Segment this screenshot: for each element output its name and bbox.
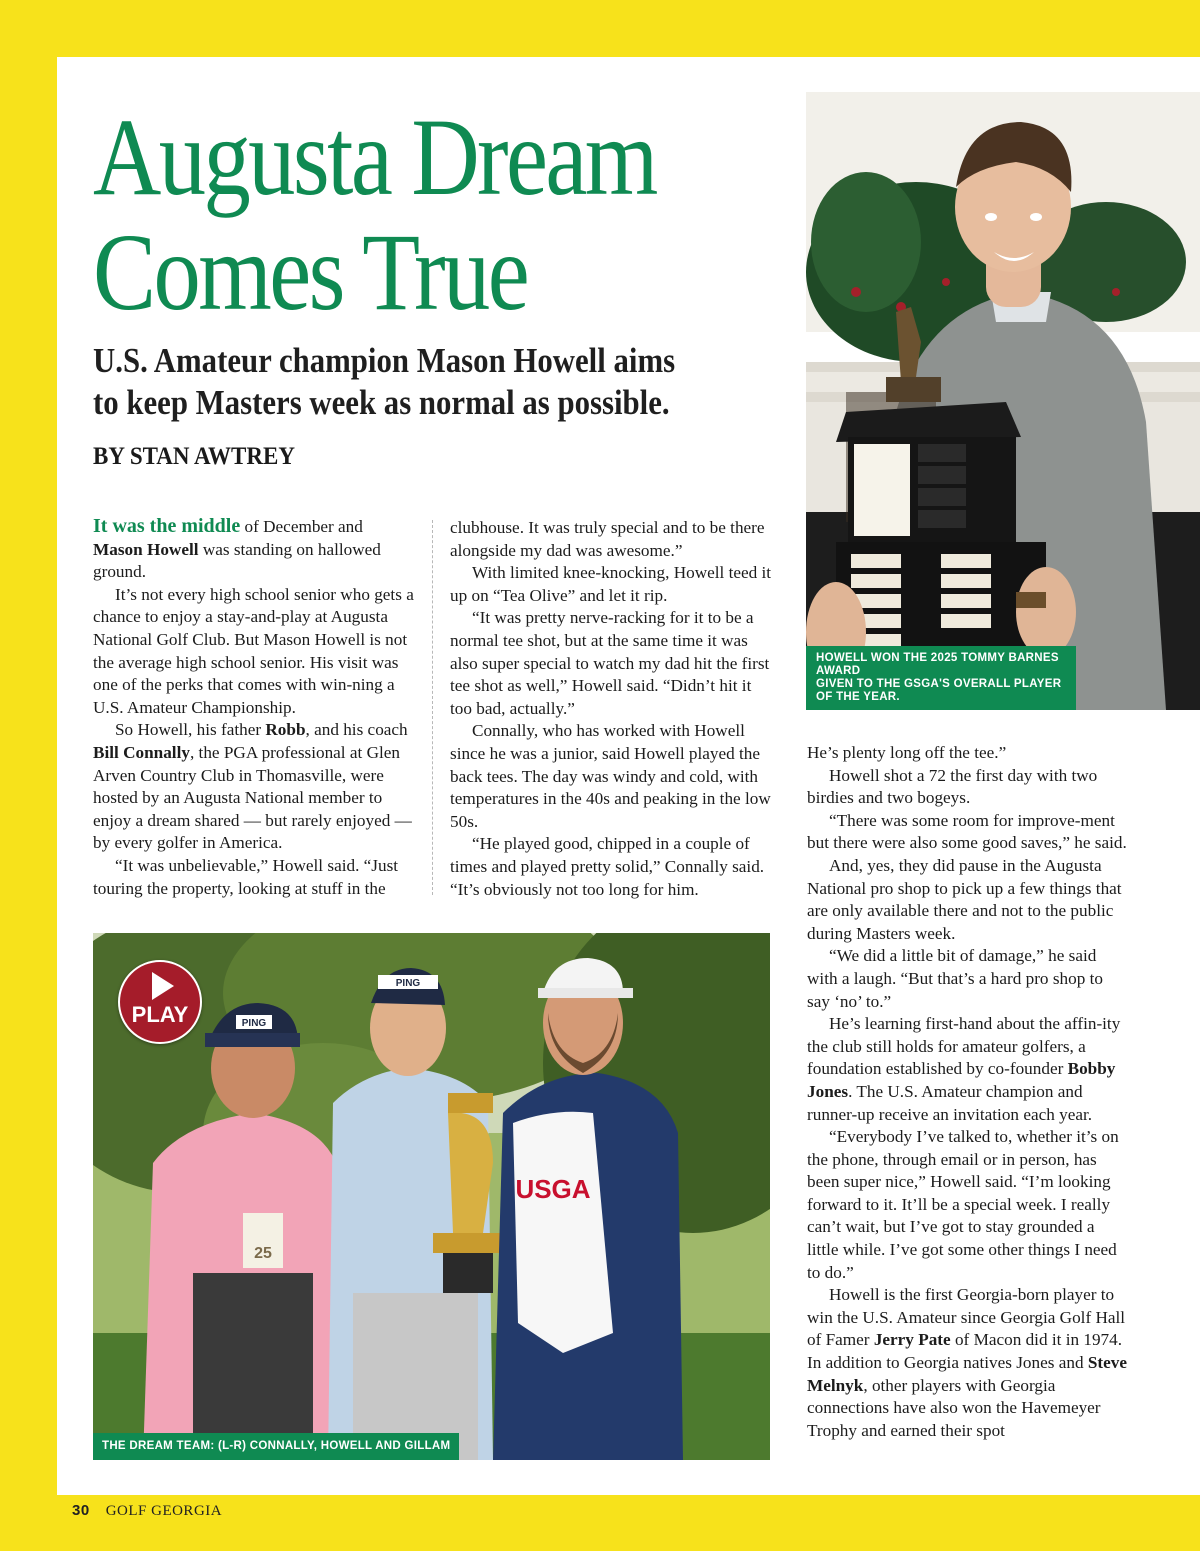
text-run: , the PGA professional at Glen Arven Country Club in Thomasville, were hosted by an Augusta National member to enjoy a dream shared — but rarely enjoyed — by every golfer in America. bbox=[93, 742, 412, 853]
article-subtitle bbox=[93, 340, 709, 424]
column-divider bbox=[432, 520, 433, 895]
paragraph: “He played good, chipped in a couple of times and played pretty solid,” Connally said. “It’s obviously not too long for him. bbox=[450, 834, 765, 899]
paragraph: Howell shot a 72 the first day with two birdies and two bogeys. bbox=[807, 765, 1098, 808]
article-column-3 bbox=[807, 742, 1129, 1442]
article-column-2 bbox=[450, 517, 772, 901]
text-run: , and his coach bbox=[305, 720, 408, 740]
text-run: . The U.S. Amateur champion and runner-up receive an invitation each year. bbox=[807, 1081, 1093, 1124]
page-footer bbox=[72, 1502, 222, 1524]
paragraph: “It was pretty nerve-racking for it to be a normal tee shot, but at the same time it was also super special to watch my dad hit the first tee shot as well,” Howell said. “Didn’t hit it too bad, actually.” bbox=[450, 608, 770, 718]
trophy-caption-line-2: GIVEN TO THE GSGA'S OVERALL PLAYER OF THE YEAR. bbox=[816, 678, 1062, 703]
play-label: PLAY bbox=[131, 1002, 189, 1027]
name-steve-melnyk: Steve Melnyk bbox=[807, 1353, 1127, 1395]
paragraph: “We did a little bit of damage,” he said with a laugh. “But that’s a hard pro shop to say ‘no’ to.” bbox=[807, 946, 1103, 1011]
article-column-1 bbox=[93, 515, 415, 900]
dream-team-caption: THE DREAM TEAM: (L-R) CONNALLY, HOWELL AND GILLAM bbox=[93, 1433, 459, 1460]
trophy-caption-line-1: HOWELL WON THE 2025 TOMMY BARNES AWARD bbox=[816, 652, 1059, 677]
paragraph: Connally, who has worked with Howell since he was a junior, said Howell played the back tees. The day was windy and cold, with temperatures in the 40s and peaking in the low 50s. bbox=[450, 721, 771, 831]
ping-logo-middle: PING bbox=[395, 978, 421, 989]
name-jerry-pate: Jerry Pate bbox=[873, 1330, 951, 1350]
paragraph: And, yes, they did pause in the Augusta National pro shop to pick up a few things that are only available there and not to the public during Masters week. bbox=[807, 855, 1122, 943]
credential-badge-number: 25 bbox=[254, 1245, 272, 1262]
text-run: was standing on hallowed ground. bbox=[93, 539, 381, 582]
byline: BY STAN AWTREY bbox=[93, 443, 295, 470]
paragraph: clubhouse. It was truly special and to be there alongside my dad was awesome.” bbox=[450, 518, 765, 560]
title-line-1: Augusta Dream bbox=[93, 96, 656, 218]
trophy-photo-caption bbox=[806, 646, 1076, 710]
lead-in: It was the middle bbox=[93, 515, 241, 537]
paragraph bbox=[807, 1013, 1129, 1126]
paragraph bbox=[807, 1284, 1129, 1442]
play-video-button[interactable] bbox=[118, 960, 202, 1044]
article-title bbox=[93, 96, 695, 333]
name-mason-howell: Mason Howell bbox=[93, 539, 199, 559]
name-bill-connally: Bill Connally bbox=[93, 742, 190, 762]
text-run: , other players with Georgia connections have also won the Havemeyer Trophy and earned their spot bbox=[807, 1375, 1101, 1440]
paragraph: “It was unbelievable,” Howell said. “Just touring the property, looking at stuff in the bbox=[93, 855, 399, 898]
publication-name: GOLF GEORGIA bbox=[105, 1503, 223, 1519]
subtitle-line-1: U.S. Amateur champion Mason Howell aims bbox=[93, 341, 676, 380]
name-bobby-jones: Bobby Jones bbox=[807, 1059, 1116, 1101]
ping-logo-left: PING bbox=[241, 1018, 267, 1029]
text-run: He’s learning first-hand about the affin-ity the club still holds for amateur golfers, a foundation established by co-founder bbox=[807, 1014, 1121, 1079]
name-robb: Robb bbox=[265, 720, 306, 740]
trophy-photo-illustration bbox=[806, 92, 1200, 710]
text-run: Howell is the first Georgia-born player to win the U.S. Amateur since Georgia Golf Hall of Famer bbox=[807, 1285, 1126, 1350]
paragraph: He’s plenty long off the tee.” bbox=[807, 743, 1007, 762]
page-number: 30 bbox=[72, 1502, 90, 1519]
title-line-2: Comes True bbox=[93, 211, 528, 333]
paragraph: “Everybody I’ve talked to, whether it’s on the phone, through email or in person, has been super nice,” Howell said. “I’m looking forward to it. It’ll be a special week. I really can’t wait, but I’ve got to stay grounded a little while. I’ve got some other things I need to do.” bbox=[807, 1127, 1119, 1282]
paragraph bbox=[93, 515, 415, 584]
paragraph: With limited knee-knocking, Howell teed it up on “Tea Olive” and let it rip. bbox=[450, 563, 772, 605]
text-run: of Macon did it in 1974. In addition to Georgia natives Jones and bbox=[807, 1330, 1123, 1373]
text-run: So Howell, his father bbox=[115, 720, 266, 740]
paragraph: “There was some room for improve-ment but there were also some good saves,” he said. bbox=[807, 810, 1127, 853]
paragraph bbox=[93, 719, 415, 855]
text-run: of December and bbox=[240, 517, 363, 536]
subtitle-line-2: to keep Masters week as normal as possible. bbox=[93, 383, 670, 422]
paragraph: It’s not every high school senior who gets a chance to enjoy a stay-and-play at Augusta National Golf Club. But Mason Howell is not the average high school senior. His visit was one of the perks that comes with win-ning a U.S. Amateur Championship. bbox=[93, 584, 414, 717]
usga-bib-logo: USGA bbox=[515, 1174, 591, 1204]
trophy-photo bbox=[806, 92, 1200, 710]
play-icon bbox=[152, 972, 174, 1000]
